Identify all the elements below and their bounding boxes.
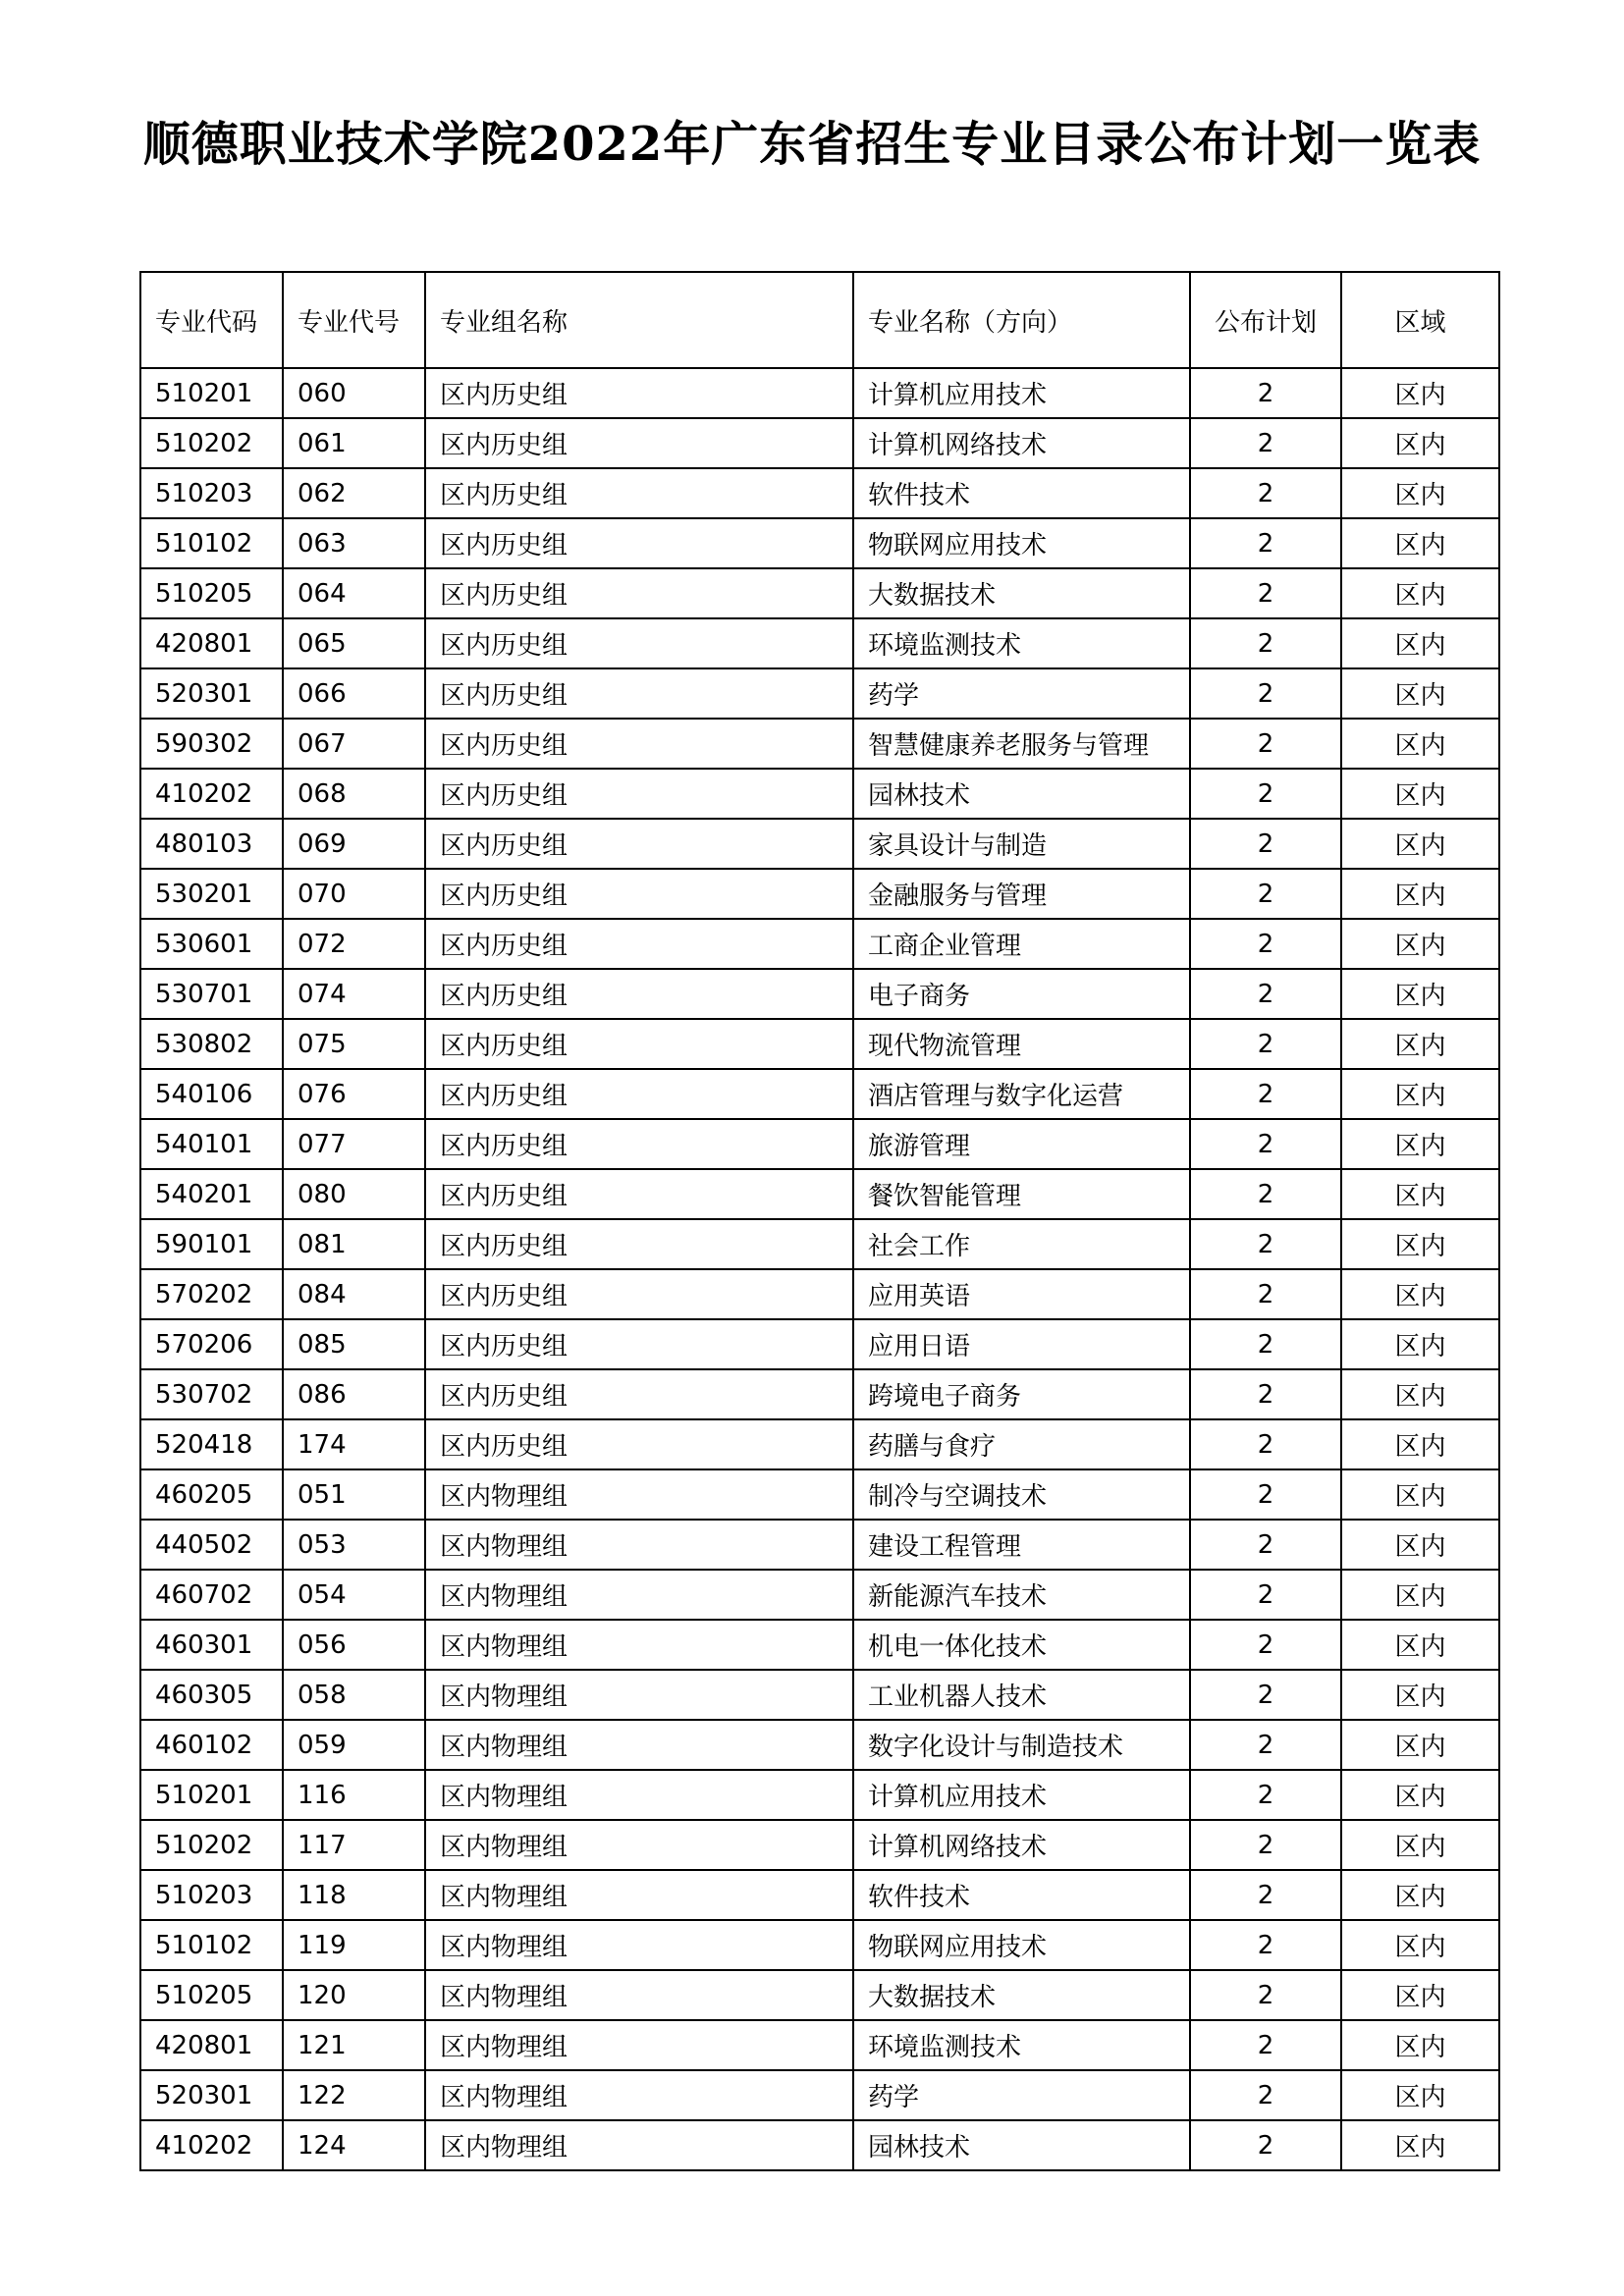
cell-group-name: 区内历史组 [425, 1419, 853, 1469]
cell-major-name: 软件技术 [853, 468, 1190, 518]
cell-group-name: 区内物理组 [425, 1870, 853, 1920]
cell-major-name: 园林技术 [853, 2120, 1190, 2170]
table-row [140, 819, 1499, 869]
cell-region: 区内 [1341, 769, 1499, 819]
cell-major-name: 园林技术 [853, 769, 1190, 819]
cell-group-name: 区内历史组 [425, 1069, 853, 1119]
cell-major-code: 530702 [140, 1369, 283, 1419]
table-row [140, 1219, 1499, 1269]
cell-major-number: 122 [283, 2070, 425, 2120]
cell-major-number: 117 [283, 1820, 425, 1870]
cell-major-name: 数字化设计与制造技术 [853, 1720, 1190, 1770]
cell-group-name: 区内历史组 [425, 1319, 853, 1369]
cell-major-code: 460305 [140, 1670, 283, 1720]
table-row [140, 418, 1499, 468]
table-row [140, 668, 1499, 719]
table-row [140, 1920, 1499, 1970]
table-row [140, 1069, 1499, 1119]
cell-major-name: 工商企业管理 [853, 919, 1190, 969]
cell-major-code: 570202 [140, 1269, 283, 1319]
table-row [140, 468, 1499, 518]
cell-major-name: 计算机网络技术 [853, 1820, 1190, 1870]
cell-group-name: 区内历史组 [425, 919, 853, 969]
table-row [140, 2120, 1499, 2170]
cell-plan: 2 [1190, 1469, 1341, 1520]
cell-region: 区内 [1341, 2070, 1499, 2120]
cell-major-code: 460301 [140, 1620, 283, 1670]
cell-major-number: 121 [283, 2020, 425, 2070]
cell-region: 区内 [1341, 368, 1499, 418]
cell-major-code: 510203 [140, 1870, 283, 1920]
cell-group-name: 区内物理组 [425, 1920, 853, 1970]
cell-region: 区内 [1341, 1820, 1499, 1870]
enrollment-plan-table [139, 271, 1500, 2171]
cell-major-code: 420801 [140, 618, 283, 668]
cell-group-name: 区内物理组 [425, 2120, 853, 2170]
table-row [140, 719, 1499, 769]
cell-region: 区内 [1341, 819, 1499, 869]
cell-major-number: 058 [283, 1670, 425, 1720]
cell-major-number: 070 [283, 869, 425, 919]
table-row [140, 2070, 1499, 2120]
header-major-name: 专业名称（方向） [853, 272, 1190, 368]
table-row [140, 618, 1499, 668]
cell-plan: 2 [1190, 2120, 1341, 2170]
cell-plan: 2 [1190, 819, 1341, 869]
table-row [140, 1570, 1499, 1620]
table-body [140, 368, 1499, 2170]
cell-plan: 2 [1190, 1720, 1341, 1770]
cell-major-number: 064 [283, 568, 425, 618]
cell-region: 区内 [1341, 518, 1499, 568]
cell-major-name: 环境监测技术 [853, 2020, 1190, 2070]
cell-major-name: 酒店管理与数字化运营 [853, 1069, 1190, 1119]
table-row [140, 1620, 1499, 1670]
cell-region: 区内 [1341, 1169, 1499, 1219]
cell-region: 区内 [1341, 919, 1499, 969]
cell-major-name: 物联网应用技术 [853, 518, 1190, 568]
cell-region: 区内 [1341, 1069, 1499, 1119]
table-row [140, 2020, 1499, 2070]
cell-major-number: 075 [283, 1019, 425, 1069]
cell-plan: 2 [1190, 618, 1341, 668]
cell-region: 区内 [1341, 1620, 1499, 1670]
cell-region: 区内 [1341, 418, 1499, 468]
cell-group-name: 区内历史组 [425, 1369, 853, 1419]
cell-major-number: 059 [283, 1720, 425, 1770]
cell-group-name: 区内历史组 [425, 418, 853, 468]
cell-plan: 2 [1190, 1119, 1341, 1169]
cell-major-code: 460102 [140, 1720, 283, 1770]
table-row [140, 919, 1499, 969]
table-row [140, 1319, 1499, 1369]
cell-plan: 2 [1190, 1319, 1341, 1369]
cell-region: 区内 [1341, 1019, 1499, 1069]
cell-major-code: 520301 [140, 2070, 283, 2120]
cell-region: 区内 [1341, 668, 1499, 719]
cell-major-name: 新能源汽车技术 [853, 1570, 1190, 1620]
table-row [140, 1169, 1499, 1219]
cell-major-number: 086 [283, 1369, 425, 1419]
cell-region: 区内 [1341, 568, 1499, 618]
cell-major-code: 510201 [140, 1770, 283, 1820]
cell-major-number: 062 [283, 468, 425, 518]
table-row [140, 969, 1499, 1019]
cell-major-number: 124 [283, 2120, 425, 2170]
cell-major-name: 药学 [853, 2070, 1190, 2120]
cell-group-name: 区内历史组 [425, 969, 853, 1019]
table-row [140, 518, 1499, 568]
cell-region: 区内 [1341, 1369, 1499, 1419]
header-major-number: 专业代号 [283, 272, 425, 368]
cell-major-name: 药膳与食疗 [853, 1419, 1190, 1469]
cell-region: 区内 [1341, 1920, 1499, 1970]
cell-plan: 2 [1190, 769, 1341, 819]
table-header-row [140, 272, 1499, 368]
cell-major-code: 410202 [140, 2120, 283, 2170]
cell-major-number: 051 [283, 1469, 425, 1520]
table-row [140, 1820, 1499, 1870]
cell-plan: 2 [1190, 1820, 1341, 1870]
cell-major-code: 510202 [140, 1820, 283, 1870]
cell-plan: 2 [1190, 1169, 1341, 1219]
cell-major-code: 520418 [140, 1419, 283, 1469]
header-group-name: 专业组名称 [425, 272, 853, 368]
header-region: 区域 [1341, 272, 1499, 368]
cell-plan: 2 [1190, 969, 1341, 1019]
cell-major-number: 174 [283, 1419, 425, 1469]
cell-plan: 2 [1190, 468, 1341, 518]
cell-major-code: 510102 [140, 1920, 283, 1970]
cell-major-code: 530802 [140, 1019, 283, 1069]
cell-major-code: 480103 [140, 819, 283, 869]
cell-major-code: 510102 [140, 518, 283, 568]
cell-major-code: 520301 [140, 668, 283, 719]
cell-plan: 2 [1190, 518, 1341, 568]
cell-major-name: 应用日语 [853, 1319, 1190, 1369]
cell-major-code: 460205 [140, 1469, 283, 1520]
table-row [140, 1419, 1499, 1469]
cell-plan: 2 [1190, 1419, 1341, 1469]
cell-region: 区内 [1341, 618, 1499, 668]
cell-plan: 2 [1190, 919, 1341, 969]
cell-major-code: 530201 [140, 869, 283, 919]
cell-major-name: 跨境电子商务 [853, 1369, 1190, 1419]
cell-major-name: 现代物流管理 [853, 1019, 1190, 1069]
cell-major-code: 420801 [140, 2020, 283, 2070]
cell-major-name: 环境监测技术 [853, 618, 1190, 668]
cell-region: 区内 [1341, 1469, 1499, 1520]
cell-plan: 2 [1190, 1520, 1341, 1570]
cell-major-name: 大数据技术 [853, 568, 1190, 618]
cell-major-code: 510205 [140, 1970, 283, 2020]
cell-major-number: 085 [283, 1319, 425, 1369]
cell-plan: 2 [1190, 1570, 1341, 1620]
cell-major-number: 054 [283, 1570, 425, 1620]
cell-plan: 2 [1190, 1870, 1341, 1920]
cell-region: 区内 [1341, 1219, 1499, 1269]
cell-region: 区内 [1341, 1720, 1499, 1770]
cell-major-number: 060 [283, 368, 425, 418]
cell-major-number: 068 [283, 769, 425, 819]
cell-major-number: 077 [283, 1119, 425, 1169]
cell-region: 区内 [1341, 2120, 1499, 2170]
cell-group-name: 区内历史组 [425, 668, 853, 719]
table-row [140, 869, 1499, 919]
cell-plan: 2 [1190, 368, 1341, 418]
table-row [140, 1770, 1499, 1820]
table-row [140, 1269, 1499, 1319]
cell-region: 区内 [1341, 468, 1499, 518]
cell-group-name: 区内历史组 [425, 618, 853, 668]
cell-major-name: 机电一体化技术 [853, 1620, 1190, 1670]
cell-major-code: 510201 [140, 368, 283, 418]
cell-major-name: 家具设计与制造 [853, 819, 1190, 869]
cell-region: 区内 [1341, 1870, 1499, 1920]
cell-major-number: 116 [283, 1770, 425, 1820]
cell-region: 区内 [1341, 869, 1499, 919]
cell-major-name: 计算机应用技术 [853, 1770, 1190, 1820]
cell-region: 区内 [1341, 2020, 1499, 2070]
cell-group-name: 区内历史组 [425, 518, 853, 568]
cell-major-code: 590302 [140, 719, 283, 769]
cell-major-number: 066 [283, 668, 425, 719]
cell-major-number: 063 [283, 518, 425, 568]
cell-major-code: 460702 [140, 1570, 283, 1620]
cell-region: 区内 [1341, 1570, 1499, 1620]
cell-major-code: 510203 [140, 468, 283, 518]
table-row [140, 769, 1499, 819]
cell-major-number: 053 [283, 1520, 425, 1570]
cell-group-name: 区内物理组 [425, 1520, 853, 1570]
cell-major-number: 118 [283, 1870, 425, 1920]
cell-major-name: 计算机应用技术 [853, 368, 1190, 418]
cell-major-name: 软件技术 [853, 1870, 1190, 1920]
cell-plan: 2 [1190, 1620, 1341, 1670]
cell-major-number: 076 [283, 1069, 425, 1119]
header-plan: 公布计划 [1190, 272, 1341, 368]
cell-group-name: 区内物理组 [425, 1770, 853, 1820]
cell-major-number: 072 [283, 919, 425, 969]
cell-group-name: 区内物理组 [425, 1620, 853, 1670]
cell-plan: 2 [1190, 1770, 1341, 1820]
cell-major-number: 061 [283, 418, 425, 468]
cell-major-code: 530701 [140, 969, 283, 1019]
cell-major-number: 065 [283, 618, 425, 668]
table-row [140, 1670, 1499, 1720]
cell-major-code: 510202 [140, 418, 283, 468]
cell-major-name: 药学 [853, 668, 1190, 719]
cell-group-name: 区内物理组 [425, 1970, 853, 2020]
cell-group-name: 区内物理组 [425, 1670, 853, 1720]
cell-plan: 2 [1190, 719, 1341, 769]
table-row [140, 1870, 1499, 1920]
cell-major-code: 410202 [140, 769, 283, 819]
cell-major-number: 081 [283, 1219, 425, 1269]
cell-region: 区内 [1341, 1520, 1499, 1570]
cell-group-name: 区内历史组 [425, 719, 853, 769]
cell-region: 区内 [1341, 1319, 1499, 1369]
cell-plan: 2 [1190, 1970, 1341, 2020]
cell-region: 区内 [1341, 1119, 1499, 1169]
cell-plan: 2 [1190, 1269, 1341, 1319]
cell-group-name: 区内物理组 [425, 2020, 853, 2070]
cell-group-name: 区内物理组 [425, 1570, 853, 1620]
cell-plan: 2 [1190, 1670, 1341, 1720]
page-title: 顺德职业技术学院2022年广东省招生专业目录公布计划一览表 [142, 117, 1482, 172]
cell-region: 区内 [1341, 719, 1499, 769]
cell-major-number: 056 [283, 1620, 425, 1670]
cell-major-code: 590101 [140, 1219, 283, 1269]
cell-region: 区内 [1341, 1269, 1499, 1319]
cell-region: 区内 [1341, 1770, 1499, 1820]
table-row [140, 1369, 1499, 1419]
cell-major-name: 电子商务 [853, 969, 1190, 1019]
cell-group-name: 区内历史组 [425, 468, 853, 518]
cell-plan: 2 [1190, 1920, 1341, 1970]
cell-group-name: 区内物理组 [425, 1820, 853, 1870]
cell-major-code: 540101 [140, 1119, 283, 1169]
cell-major-number: 120 [283, 1970, 425, 2020]
cell-plan: 2 [1190, 1369, 1341, 1419]
cell-group-name: 区内历史组 [425, 1019, 853, 1069]
cell-plan: 2 [1190, 2020, 1341, 2070]
cell-major-code: 510205 [140, 568, 283, 618]
cell-major-number: 069 [283, 819, 425, 869]
cell-major-code: 540201 [140, 1169, 283, 1219]
cell-major-name: 餐饮智能管理 [853, 1169, 1190, 1219]
cell-major-number: 074 [283, 969, 425, 1019]
cell-plan: 2 [1190, 869, 1341, 919]
cell-major-number: 084 [283, 1269, 425, 1319]
table-row [140, 568, 1499, 618]
cell-major-name: 计算机网络技术 [853, 418, 1190, 468]
table-row [140, 1720, 1499, 1770]
table-row [140, 1520, 1499, 1570]
table-row [140, 1970, 1499, 2020]
cell-major-number: 119 [283, 1920, 425, 1970]
cell-plan: 2 [1190, 418, 1341, 468]
cell-region: 区内 [1341, 1419, 1499, 1469]
cell-group-name: 区内历史组 [425, 1269, 853, 1319]
cell-group-name: 区内历史组 [425, 1119, 853, 1169]
cell-group-name: 区内历史组 [425, 869, 853, 919]
cell-major-code: 570206 [140, 1319, 283, 1369]
cell-major-name: 物联网应用技术 [853, 1920, 1190, 1970]
table-row [140, 1469, 1499, 1520]
cell-major-code: 540106 [140, 1069, 283, 1119]
cell-region: 区内 [1341, 1670, 1499, 1720]
cell-major-name: 制冷与空调技术 [853, 1469, 1190, 1520]
cell-major-name: 金融服务与管理 [853, 869, 1190, 919]
cell-plan: 2 [1190, 1069, 1341, 1119]
cell-major-name: 工业机器人技术 [853, 1670, 1190, 1720]
cell-group-name: 区内历史组 [425, 769, 853, 819]
cell-major-name: 旅游管理 [853, 1119, 1190, 1169]
cell-group-name: 区内历史组 [425, 1169, 853, 1219]
cell-major-name: 大数据技术 [853, 1970, 1190, 2020]
cell-region: 区内 [1341, 969, 1499, 1019]
cell-group-name: 区内历史组 [425, 368, 853, 418]
cell-group-name: 区内历史组 [425, 1219, 853, 1269]
cell-group-name: 区内物理组 [425, 1720, 853, 1770]
cell-major-name: 建设工程管理 [853, 1520, 1190, 1570]
table-row [140, 1019, 1499, 1069]
cell-group-name: 区内历史组 [425, 819, 853, 869]
table-row [140, 1119, 1499, 1169]
cell-group-name: 区内物理组 [425, 1469, 853, 1520]
cell-major-code: 530601 [140, 919, 283, 969]
cell-plan: 2 [1190, 1019, 1341, 1069]
cell-major-name: 应用英语 [853, 1269, 1190, 1319]
cell-plan: 2 [1190, 1219, 1341, 1269]
cell-plan: 2 [1190, 2070, 1341, 2120]
cell-region: 区内 [1341, 1970, 1499, 2020]
table-row [140, 368, 1499, 418]
cell-major-name: 社会工作 [853, 1219, 1190, 1269]
cell-plan: 2 [1190, 668, 1341, 719]
cell-plan: 2 [1190, 568, 1341, 618]
header-major-code: 专业代码 [140, 272, 283, 368]
cell-major-name: 智慧健康养老服务与管理 [853, 719, 1190, 769]
cell-major-number: 080 [283, 1169, 425, 1219]
cell-major-code: 440502 [140, 1520, 283, 1570]
cell-group-name: 区内历史组 [425, 568, 853, 618]
cell-major-number: 067 [283, 719, 425, 769]
cell-group-name: 区内物理组 [425, 2070, 853, 2120]
